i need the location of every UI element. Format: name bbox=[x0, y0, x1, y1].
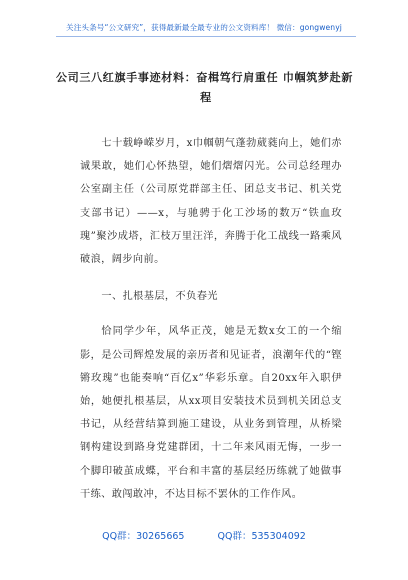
document-title bbox=[56, 68, 356, 108]
footer-qq-group-1: QQ群：30265665 bbox=[102, 531, 185, 542]
footer-qq-group-2: QQ群：535304092 bbox=[217, 531, 306, 542]
header-banner: 关注头条号“公文研究”，获得最新最全最专业的公文资料库！ 微信：gongwenyj bbox=[66, 23, 342, 32]
section-heading-1: 一、扎根基层，不负春光 bbox=[101, 291, 218, 303]
paragraph-section-1: 恰同学少年，风华正茂，她是无数x女工的一个缩影，是公司辉煌发展的亲历者和见证者，浪潮年代的“铿锵玫瑰”也能奏响“百亿x”华彩乐章。自20xx年入职伊始，她便扎根基层，从xx项目安装技术员到机关团总支书记，从经营结算到施工建设，从业务到管理，从桥梁钢构建设到路身党建群团，十二年来风雨无悔，一步一个脚印破茧成蝶，平台和丰富的基层经历练就了她做事干练、敢闯敢冲，不达目标不罢休的工作作风。 bbox=[80, 326, 342, 500]
footer-contact bbox=[0, 528, 408, 542]
title-line-2: 程 bbox=[200, 91, 212, 104]
title-line-1: 公司三八红旗手事迹材料：奋楫笃行肩重任 巾帼筑梦赴新 bbox=[56, 71, 354, 84]
document-body bbox=[80, 132, 342, 506]
paragraph-intro: 七十载峥嵘岁月，x巾帼朝气蓬勃葳蕤向上，她们赤诚果敢，她们心怀热望，她们熠熠闪光。公司总经理办公室副主任（公司原党群部主任、团总支书记、机关党支部书记）——x，与驰骋于化工沙场的数万“铁血玫瑰”聚沙成塔，汇枝万里汪洋，奔腾于化工战线一路乘风破浪，阔步向前。 bbox=[80, 138, 342, 266]
header-divider bbox=[56, 36, 356, 37]
